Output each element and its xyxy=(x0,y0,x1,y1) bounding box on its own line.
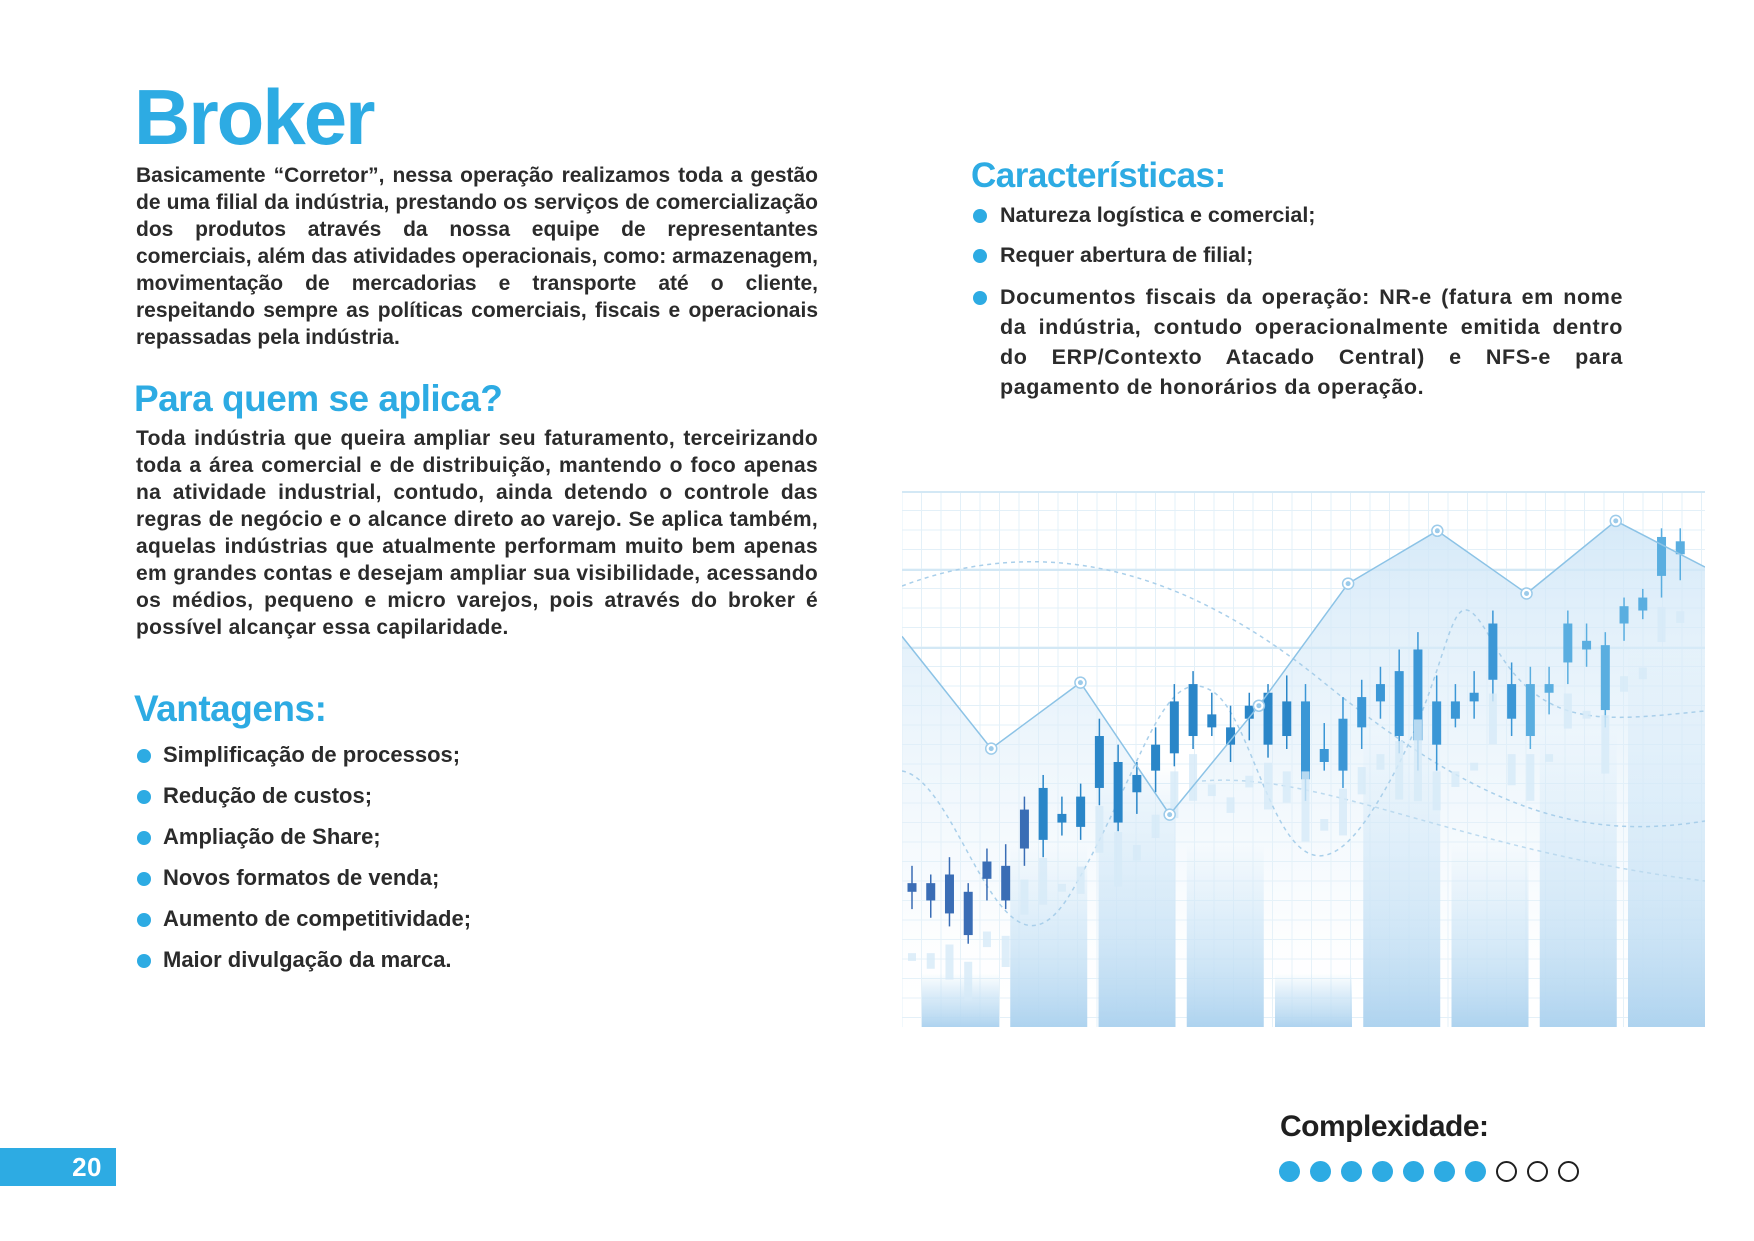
list-item-text: Requer abertura de filial; xyxy=(1000,243,1254,267)
candle-shadow xyxy=(1245,776,1253,788)
candle-shadow xyxy=(1077,867,1085,894)
candle-shadow xyxy=(1489,694,1497,745)
section-heading-caracteristicas: Características: xyxy=(971,156,1226,195)
candle-body xyxy=(1451,701,1460,718)
complexity-rating xyxy=(1279,1161,1579,1182)
page-number-badge xyxy=(0,1148,116,1186)
complexity-dot-empty xyxy=(1496,1161,1517,1182)
candle-shadow xyxy=(1020,880,1028,915)
list-item-text: Novos formatos de venda; xyxy=(163,865,440,890)
candle-body xyxy=(1076,797,1085,827)
candle-shadow xyxy=(1227,797,1235,813)
candle-shadow xyxy=(1208,784,1216,796)
candle-body xyxy=(1563,624,1572,663)
candle-body xyxy=(1301,701,1310,779)
candlestick xyxy=(1039,775,1048,905)
candlestick xyxy=(1170,684,1179,818)
list-item xyxy=(136,779,656,820)
candlestick xyxy=(1114,745,1123,887)
bullet-icon xyxy=(137,872,151,886)
candle-body xyxy=(908,883,917,892)
candle-body xyxy=(1001,866,1010,901)
candle-shadow xyxy=(945,944,953,979)
trend-point xyxy=(1078,680,1083,685)
list-item-text: Simplificação de processos; xyxy=(163,742,461,767)
section-heading-vantagens: Vantagens: xyxy=(134,688,327,729)
trend-point xyxy=(1435,528,1440,533)
bullet-icon xyxy=(137,831,151,845)
candle-body xyxy=(1039,788,1048,840)
candle-shadow xyxy=(927,953,935,969)
candle-body xyxy=(1376,684,1385,701)
trend-point xyxy=(1346,581,1351,586)
section-heading-para-quem: Para quem se aplica? xyxy=(134,378,503,419)
candle-body xyxy=(945,874,954,913)
candle-shadow xyxy=(1545,754,1553,762)
candle-body xyxy=(1132,775,1141,792)
complexity-dot-filled xyxy=(1434,1161,1455,1182)
candle-body xyxy=(1357,697,1366,727)
candle-shadow xyxy=(1583,711,1591,719)
trend-point xyxy=(1167,812,1172,817)
candle-body xyxy=(982,862,991,879)
candle-shadow xyxy=(1433,771,1441,810)
candle-shadow xyxy=(1039,858,1047,905)
candle-body xyxy=(1507,684,1516,719)
candle-shadow xyxy=(1414,719,1422,801)
candle-body xyxy=(1582,641,1591,650)
candle-shadow xyxy=(1133,845,1141,861)
list-item-text: Natureza logística e comercial; xyxy=(1000,203,1316,227)
complexity-dot-filled xyxy=(1341,1161,1362,1182)
list-item-text: Maior divulgação da marca. xyxy=(163,947,452,972)
candle-body xyxy=(1620,606,1629,623)
trend-point xyxy=(989,746,994,751)
list-item xyxy=(136,861,656,902)
candle-shadow xyxy=(964,962,972,1001)
candle-shadow xyxy=(1189,754,1197,801)
candlestick xyxy=(1395,649,1404,799)
trend-point xyxy=(1524,591,1529,596)
candle-shadow xyxy=(1470,763,1478,771)
candle-body xyxy=(1601,645,1610,710)
candle-body xyxy=(1545,684,1554,693)
complexity-dot-empty xyxy=(1527,1161,1548,1182)
candle-shadow xyxy=(1658,607,1666,642)
candle-shadow xyxy=(1601,715,1609,773)
bullet-icon xyxy=(973,291,987,305)
candle-shadow xyxy=(1114,832,1122,887)
candle-shadow xyxy=(1376,754,1384,770)
candle-shadow xyxy=(1002,936,1010,967)
candle-body xyxy=(1170,701,1179,753)
complexity-dot-filled xyxy=(1465,1161,1486,1182)
candle-shadow xyxy=(1676,611,1684,623)
candle-body xyxy=(1338,719,1347,771)
candle-shadow xyxy=(1302,771,1310,841)
candle-body xyxy=(1151,745,1160,771)
complexity-dot-filled xyxy=(1403,1161,1424,1182)
candle-body xyxy=(1264,693,1273,745)
candle-body xyxy=(1395,671,1404,736)
candlestick xyxy=(1301,684,1310,841)
candle-shadow xyxy=(908,953,916,961)
candle-shadow xyxy=(1320,819,1328,831)
list-item xyxy=(973,282,1623,402)
list-item xyxy=(136,820,656,861)
candle-shadow xyxy=(1564,694,1572,729)
candle-body xyxy=(1282,701,1291,736)
complexity-label: Complexidade: xyxy=(1280,1110,1489,1143)
bullet-icon xyxy=(137,954,151,968)
para-quem-paragraph: Toda indústria que queira ampliar seu faturamento, terceirizando toda a área comercial e de distribuição, mantendo o foco apenas na atividade industrial, contudo, ainda detendo o controle das regras de negócio e o alcance direto ao varejo. Se aplica também, aquelas indústrias que atualmente performam muito bem apenas em grandes contas e desejam ampliar sua visibilidade, acessando os médios, pequeno e micro varejos, pois através do broker é possível alcançar essa capilaridade. xyxy=(136,427,818,639)
candle-body xyxy=(1526,684,1535,736)
bullet-icon xyxy=(137,749,151,763)
candle-body xyxy=(1470,693,1479,702)
candlestick xyxy=(1526,667,1535,801)
candle-shadow xyxy=(1152,815,1160,838)
candle-body xyxy=(1095,736,1104,788)
candle-body xyxy=(1432,701,1441,744)
complexity-dot-empty xyxy=(1558,1161,1579,1182)
list-item xyxy=(136,738,656,779)
caracteristicas-list xyxy=(973,200,1623,402)
complexity-dot-filled xyxy=(1372,1161,1393,1182)
candlestick xyxy=(1601,632,1610,773)
list-item xyxy=(973,240,1623,282)
candle-shadow xyxy=(1639,668,1647,680)
list-item-text: Ampliação de Share; xyxy=(163,824,381,849)
candle-body xyxy=(1207,714,1216,727)
candle-body xyxy=(1638,598,1647,611)
candlestick xyxy=(1095,719,1104,853)
complexity-dot-filled xyxy=(1279,1161,1300,1182)
candlestick-chart-svg xyxy=(902,491,1705,1027)
candle-body xyxy=(926,883,935,900)
candle-shadow xyxy=(1095,806,1103,853)
page-number: 20 xyxy=(72,1152,102,1182)
bullet-icon xyxy=(973,249,987,263)
candle-shadow xyxy=(1358,767,1366,794)
candle-body xyxy=(1320,749,1329,762)
candle-shadow xyxy=(1264,763,1272,810)
candle-shadow xyxy=(1508,754,1516,785)
trend-point xyxy=(1256,703,1261,708)
complexity-dot-filled xyxy=(1310,1161,1331,1182)
candlestick xyxy=(1413,632,1422,801)
candle-body xyxy=(964,892,973,935)
candle-shadow xyxy=(1451,771,1459,787)
bullet-icon xyxy=(137,913,151,927)
intro-paragraph: Basicamente “Corretor”, nessa operação realizamos toda a gestão de uma filial da indústria, prestando os serviços de comercialização dos produtos através da nossa equipe de representantes comerciais, além das atividades operacionais, como: armazenagem, movimentação de mercadorias e transporte até o cliente, respeitando sempre as políticas comerciais, fiscais e operacionais repassadas pela indústria. xyxy=(136,164,818,349)
candlestick-chart-illustration-icon xyxy=(902,491,1705,1027)
candle-shadow xyxy=(1620,676,1628,692)
list-item-text: Aumento de competitividade; xyxy=(163,906,472,931)
list-item xyxy=(136,902,656,943)
candle-shadow xyxy=(1395,741,1403,799)
candle-shadow xyxy=(1058,884,1066,892)
list-item-text: Redução de custos; xyxy=(163,783,373,808)
list-item-text: Documentos fiscais da operação: NR-e (fatura em nome da indústria, contudo operacionalmente emitida dentro do ERP/Contexto Atacado Central) e NFS-e para pagamento de honorários da operação. xyxy=(1000,285,1623,399)
trend-point xyxy=(1613,518,1618,523)
candle-shadow xyxy=(1339,789,1347,836)
candle-shadow xyxy=(1283,771,1291,802)
page-title: Broker xyxy=(134,73,374,161)
list-item xyxy=(136,943,656,984)
bullet-icon xyxy=(137,790,151,804)
bullet-icon xyxy=(973,209,987,223)
candle-body xyxy=(1189,684,1198,736)
candle-shadow xyxy=(1526,754,1534,801)
vantagens-list xyxy=(136,738,656,984)
candle-body xyxy=(1020,810,1029,849)
candle-shadow xyxy=(983,932,991,948)
candle-body xyxy=(1114,762,1123,823)
candle-body xyxy=(1057,814,1066,823)
candle-body xyxy=(1488,624,1497,680)
list-item xyxy=(973,200,1623,240)
candlestick xyxy=(1488,611,1497,745)
